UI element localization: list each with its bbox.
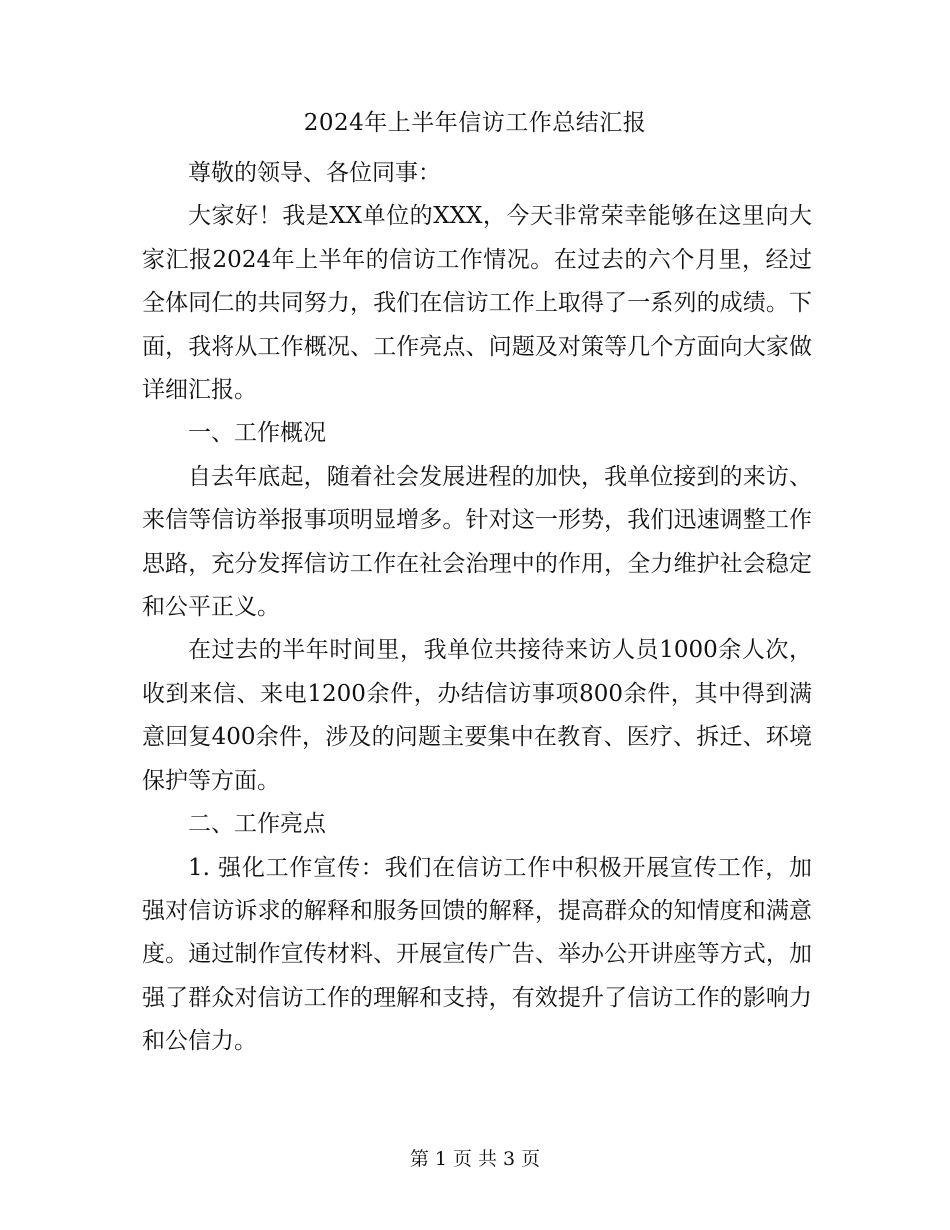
document-title: 2024年上半年信访工作总结汇报: [303, 110, 647, 136]
page-footer: 第 1 页 共 3 页: [409, 1148, 541, 1170]
section-heading-overview: 一、工作概况: [188, 420, 326, 447]
highlight-item-1: 1. 强化工作宣传：我们在信访工作中积极开展宣传工作，加强对信访诉求的解释和服务回馈的解释，提高群众的知情度和满意度。通过制作宣传材料、开展宣传广告、举办公开讲座等方式，加强了群众对信访工作的理解和支持，有效提升了信访工作的影响力和公信力。: [142, 854, 812, 1055]
overview-paragraph: 自去年底起，随着社会发展进程的加快，我单位接到的来访、来信等信访举报事项明显增多。针对这一形势，我们迅速调整工作思路，充分发挥信访工作在社会治理中的作用，全力维护社会稳定和公平正义。: [142, 463, 812, 621]
intro-paragraph: 大家好！我是XX单位的XXX，今天非常荣幸能够在这里向大家汇报2024年上半年的信访工作情况。在过去的六个月里，经过全体同仁的共同努力，我们在信访工作上取得了一系列的成绩。下面，我将从工作概况、工作亮点、问题及对策等几个方面向大家做详细汇报。: [142, 203, 812, 404]
document-body: [142, 152, 812, 1064]
statistics-paragraph: 在过去的半年时间里，我单位共接待来访人员1000余人次，收到来信、来电1200余件，办结信访事项800余件，其中得到满意回复400余件，涉及的问题主要集中在教育、医疗、拆迁、环境保护等方面。: [142, 637, 812, 794]
section-heading-highlights: 二、工作亮点: [188, 811, 326, 838]
salutation: 尊敬的领导、各位同事：: [188, 160, 441, 186]
